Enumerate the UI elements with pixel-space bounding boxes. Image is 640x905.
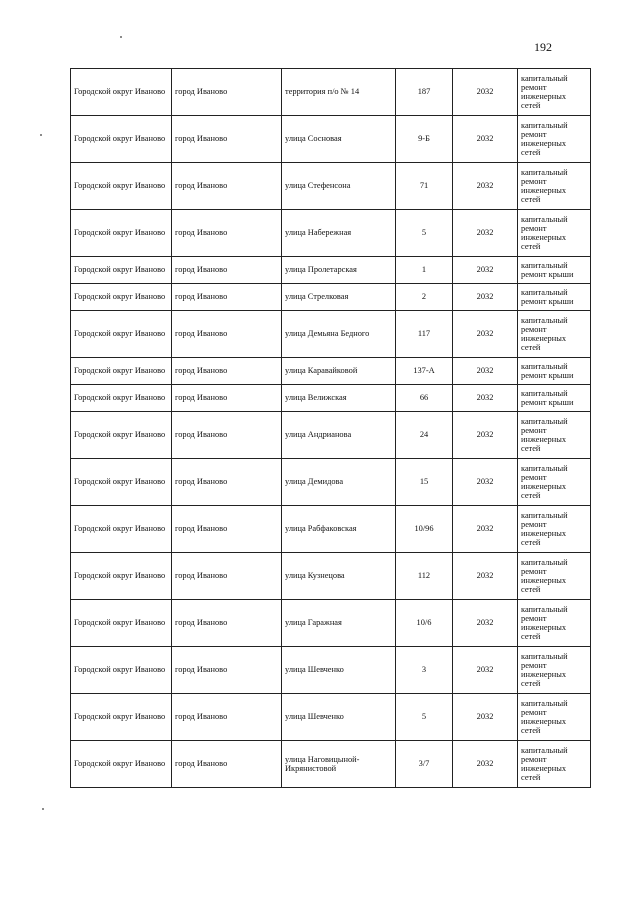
street-cell: улица Стрелковая xyxy=(282,284,396,311)
municipality-cell: Городской округ Иваново xyxy=(71,311,172,358)
table-row xyxy=(71,694,591,741)
settlement-cell: город Иваново xyxy=(172,741,282,788)
work-type-cell: капитальный ремонт инженерных сетей xyxy=(518,694,591,741)
table-row xyxy=(71,210,591,257)
work-type-cell: капитальный ремонт инженерных сетей xyxy=(518,741,591,788)
table-row xyxy=(71,69,591,116)
house-number-cell: 112 xyxy=(396,553,453,600)
municipality-cell: Городской округ Иваново xyxy=(71,553,172,600)
scan-speck xyxy=(40,134,42,136)
house-number-cell: 3/7 xyxy=(396,741,453,788)
work-type-cell: капитальный ремонт инженерных сетей xyxy=(518,506,591,553)
municipality-cell: Городской округ Иваново xyxy=(71,257,172,284)
year-cell: 2032 xyxy=(453,506,518,553)
table-row xyxy=(71,412,591,459)
table-body xyxy=(71,69,591,788)
municipality-cell: Городской округ Иваново xyxy=(71,647,172,694)
municipality-cell: Городской округ Иваново xyxy=(71,694,172,741)
street-cell: улица Велижская xyxy=(282,385,396,412)
year-cell: 2032 xyxy=(453,311,518,358)
street-cell: улица Стефенсона xyxy=(282,163,396,210)
house-number-cell: 5 xyxy=(396,694,453,741)
municipality-cell: Городской округ Иваново xyxy=(71,385,172,412)
year-cell: 2032 xyxy=(453,647,518,694)
work-type-cell: капитальный ремонт инженерных сетей xyxy=(518,412,591,459)
house-number-cell: 187 xyxy=(396,69,453,116)
scan-speck xyxy=(120,36,122,38)
settlement-cell: город Иваново xyxy=(172,257,282,284)
year-cell: 2032 xyxy=(453,257,518,284)
settlement-cell: город Иваново xyxy=(172,412,282,459)
house-number-cell: 10/96 xyxy=(396,506,453,553)
settlement-cell: город Иваново xyxy=(172,116,282,163)
table-row xyxy=(71,385,591,412)
year-cell: 2032 xyxy=(453,69,518,116)
settlement-cell: город Иваново xyxy=(172,694,282,741)
street-cell: улица Андрианова xyxy=(282,412,396,459)
street-cell: улица Набережная xyxy=(282,210,396,257)
work-type-cell: капитальный ремонт инженерных сетей xyxy=(518,459,591,506)
year-cell: 2032 xyxy=(453,210,518,257)
table-row xyxy=(71,553,591,600)
municipality-cell: Городской округ Иваново xyxy=(71,506,172,553)
year-cell: 2032 xyxy=(453,116,518,163)
settlement-cell: город Иваново xyxy=(172,600,282,647)
house-number-cell: 137-А xyxy=(396,358,453,385)
street-cell: улица Демидова xyxy=(282,459,396,506)
house-number-cell: 9-Б xyxy=(396,116,453,163)
work-type-cell: капитальный ремонт инженерных сетей xyxy=(518,69,591,116)
work-type-cell: капитальный ремонт крыши xyxy=(518,257,591,284)
municipality-cell: Городской округ Иваново xyxy=(71,459,172,506)
street-cell: улица Наговицыной-Икрянистовой xyxy=(282,741,396,788)
table-row xyxy=(71,284,591,311)
house-number-cell: 2 xyxy=(396,284,453,311)
municipality-cell: Городской округ Иваново xyxy=(71,358,172,385)
work-type-cell: капитальный ремонт инженерных сетей xyxy=(518,210,591,257)
street-cell: территория п/о № 14 xyxy=(282,69,396,116)
street-cell: улица Кузнецова xyxy=(282,553,396,600)
house-number-cell: 71 xyxy=(396,163,453,210)
work-type-cell: капитальный ремонт инженерных сетей xyxy=(518,553,591,600)
year-cell: 2032 xyxy=(453,358,518,385)
municipality-cell: Городской округ Иваново xyxy=(71,210,172,257)
work-type-cell: капитальный ремонт инженерных сетей xyxy=(518,116,591,163)
year-cell: 2032 xyxy=(453,741,518,788)
table-row xyxy=(71,358,591,385)
settlement-cell: город Иваново xyxy=(172,311,282,358)
municipality-cell: Городской округ Иваново xyxy=(71,600,172,647)
year-cell: 2032 xyxy=(453,459,518,506)
street-cell: улица Каравайковой xyxy=(282,358,396,385)
table-row xyxy=(71,647,591,694)
table-row xyxy=(71,506,591,553)
year-cell: 2032 xyxy=(453,163,518,210)
municipality-cell: Городской округ Иваново xyxy=(71,163,172,210)
work-type-cell: капитальный ремонт инженерных сетей xyxy=(518,163,591,210)
year-cell: 2032 xyxy=(453,600,518,647)
table-row xyxy=(71,116,591,163)
municipality-cell: Городской округ Иваново xyxy=(71,741,172,788)
house-number-cell: 24 xyxy=(396,412,453,459)
work-type-cell: капитальный ремонт инженерных сетей xyxy=(518,311,591,358)
year-cell: 2032 xyxy=(453,284,518,311)
house-number-cell: 5 xyxy=(396,210,453,257)
settlement-cell: город Иваново xyxy=(172,284,282,311)
work-type-cell: капитальный ремонт крыши xyxy=(518,385,591,412)
year-cell: 2032 xyxy=(453,385,518,412)
municipality-cell: Городской округ Иваново xyxy=(71,116,172,163)
house-number-cell: 3 xyxy=(396,647,453,694)
table-row xyxy=(71,163,591,210)
street-cell: улица Пролетарская xyxy=(282,257,396,284)
work-type-cell: капитальный ремонт крыши xyxy=(518,284,591,311)
street-cell: улица Сосновая xyxy=(282,116,396,163)
settlement-cell: город Иваново xyxy=(172,69,282,116)
street-cell: улица Рабфаковская xyxy=(282,506,396,553)
table-row xyxy=(71,741,591,788)
year-cell: 2032 xyxy=(453,412,518,459)
year-cell: 2032 xyxy=(453,694,518,741)
table-row xyxy=(71,257,591,284)
house-number-cell: 1 xyxy=(396,257,453,284)
table-row xyxy=(71,600,591,647)
settlement-cell: город Иваново xyxy=(172,647,282,694)
street-cell: улица Шевченко xyxy=(282,647,396,694)
page-number: 192 xyxy=(534,40,552,54)
settlement-cell: город Иваново xyxy=(172,506,282,553)
work-type-cell: капитальный ремонт инженерных сетей xyxy=(518,600,591,647)
settlement-cell: город Иваново xyxy=(172,553,282,600)
street-cell: улица Гаражная xyxy=(282,600,396,647)
house-number-cell: 117 xyxy=(396,311,453,358)
municipality-cell: Городской округ Иваново xyxy=(71,69,172,116)
settlement-cell: город Иваново xyxy=(172,163,282,210)
settlement-cell: город Иваново xyxy=(172,459,282,506)
work-type-cell: капитальный ремонт инженерных сетей xyxy=(518,647,591,694)
scan-speck xyxy=(42,808,44,810)
house-number-cell: 66 xyxy=(396,385,453,412)
year-cell: 2032 xyxy=(453,553,518,600)
settlement-cell: город Иваново xyxy=(172,358,282,385)
house-number-cell: 15 xyxy=(396,459,453,506)
street-cell: улица Шевченко xyxy=(282,694,396,741)
municipality-cell: Городской округ Иваново xyxy=(71,412,172,459)
table-row xyxy=(71,311,591,358)
settlement-cell: город Иваново xyxy=(172,385,282,412)
table-row xyxy=(71,459,591,506)
settlement-cell: город Иваново xyxy=(172,210,282,257)
work-type-cell: капитальный ремонт крыши xyxy=(518,358,591,385)
house-number-cell: 10/6 xyxy=(396,600,453,647)
repair-registry-table xyxy=(70,68,591,788)
street-cell: улица Демьяна Бедного xyxy=(282,311,396,358)
municipality-cell: Городской округ Иваново xyxy=(71,284,172,311)
